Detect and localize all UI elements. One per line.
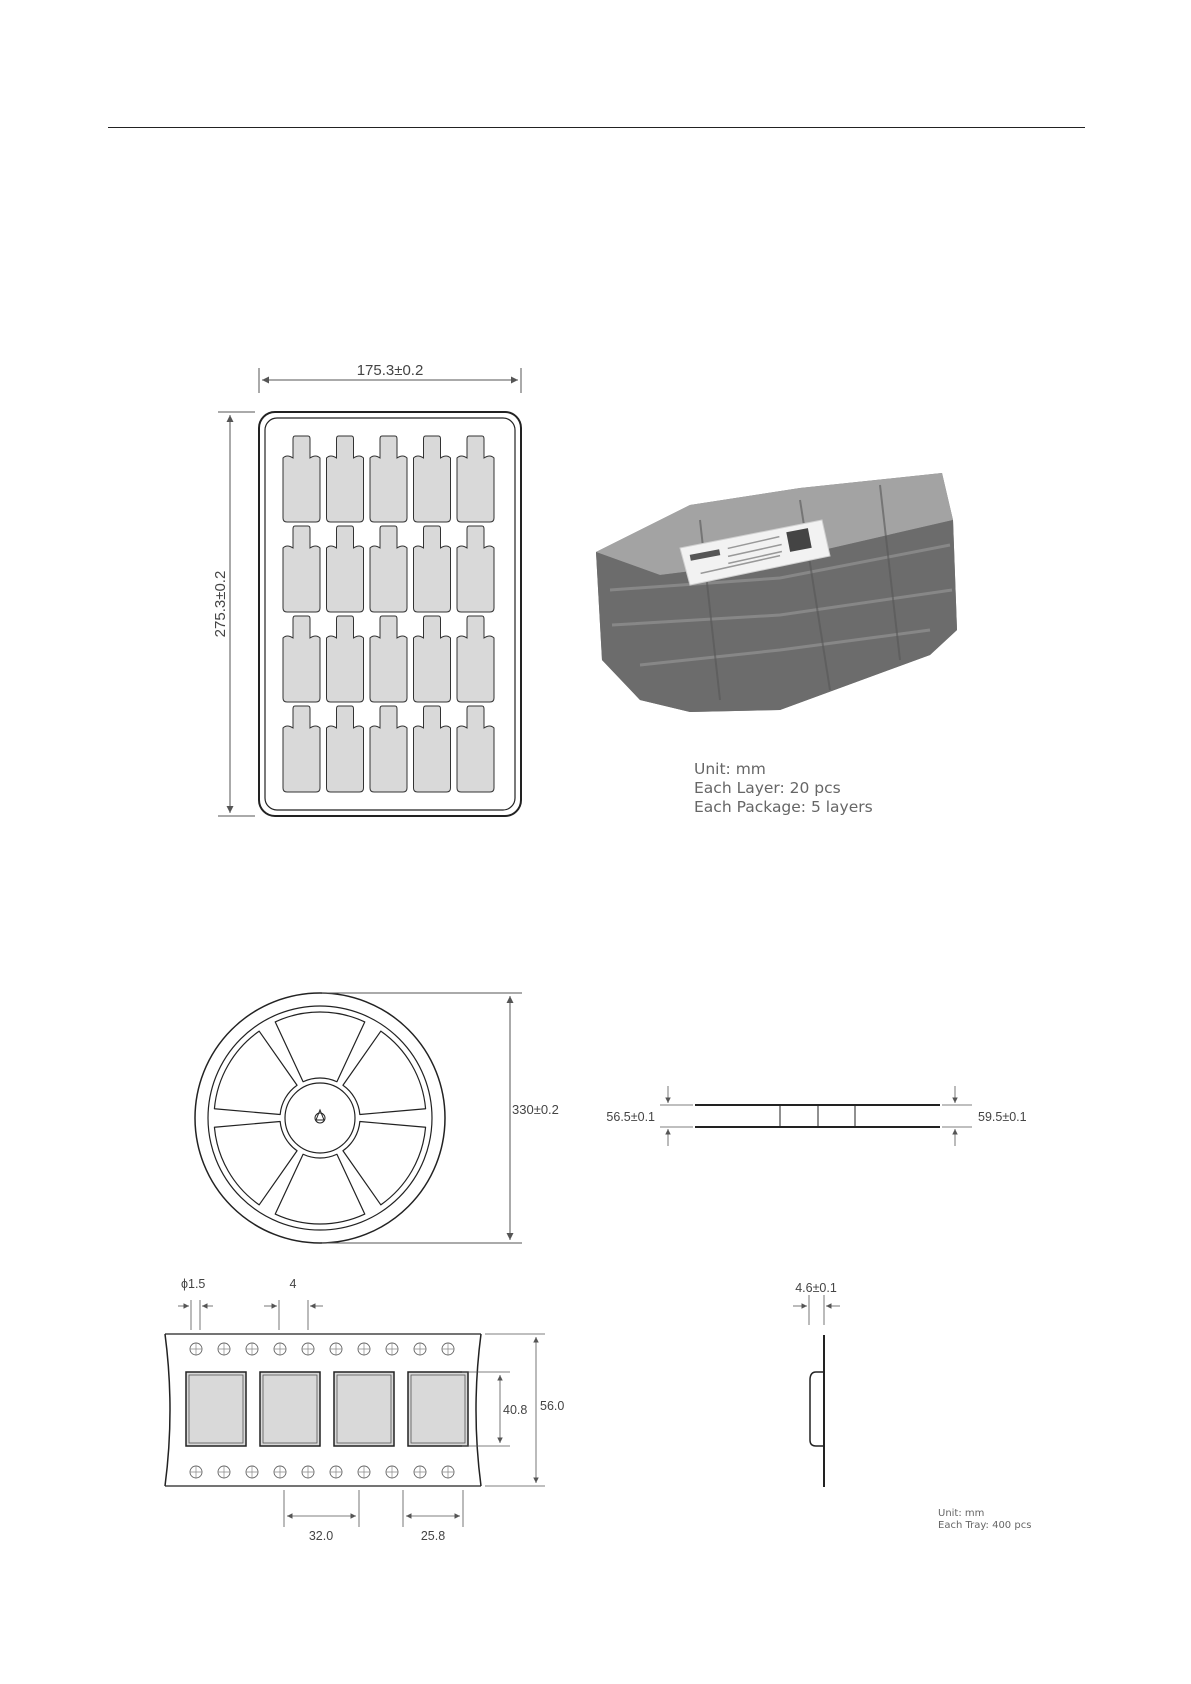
reel-window [214,1121,297,1204]
tray-note-layer: Each Layer: 20 pcs [694,779,841,797]
tape-pocket [260,1372,320,1446]
hole-diameter-label: ϕ1.5 [181,1277,206,1291]
tray-pocket [283,436,320,522]
tray-pocket [414,706,451,792]
reel-left-width-label: 56.5±0.1 [606,1110,655,1124]
tray-pocket [370,436,407,522]
tray-note-unit: Unit: mm [694,760,766,778]
tape-note-unit: Unit: mm [938,1508,985,1519]
tray-pocket [327,436,364,522]
tape-pocket [408,1372,468,1446]
tray-pocket [327,706,364,792]
reel-window [343,1121,426,1204]
tray-pocket [370,526,407,612]
tray-pocket [414,436,451,522]
package-photo [596,473,957,712]
tray-pocket [283,706,320,792]
tray-pocket [457,436,494,522]
tape-width-label: 56.0 [540,1399,565,1413]
tray-pocket-grid [283,436,494,792]
tray-pocket [327,616,364,702]
tape-note [938,1508,1031,1532]
pocket-height-label: 40.8 [503,1403,528,1417]
tray-pocket [457,616,494,702]
tray-width-label: 175.3±0.2 [356,362,424,379]
tape-side-view [793,1281,840,1487]
tray-pocket [414,616,451,702]
reel-right-width-label: 59.5±0.1 [978,1110,1027,1124]
reel-window [275,1154,365,1224]
reel-side-view [606,1086,1026,1146]
reel-window [275,1012,365,1082]
tape-note-tray: Each Tray: 400 pcs [938,1520,1032,1531]
tape-pocket [186,1372,246,1446]
reel-diameter-label: 330±0.2 [512,1102,559,1117]
reel-drawing [195,993,559,1243]
tray-height-label: 275.3±0.2 [212,570,229,638]
reel-window [214,1031,297,1114]
tray-pocket [370,706,407,792]
tray-pocket [283,526,320,612]
tape-pockets [186,1372,468,1446]
reel-window [343,1031,426,1114]
carrier-tape-drawing [165,1277,564,1543]
pocket-pitch-label: 32.0 [308,1529,334,1543]
reel-windows [214,1012,425,1224]
tape-thickness-label: 4.6±0.1 [795,1281,837,1295]
tray-note-package: Each Package: 5 layers [694,798,873,816]
tray-note [694,760,873,817]
tray-drawing [212,362,521,816]
tray-pocket [457,706,494,792]
tray-pocket [370,616,407,702]
tray-pocket [283,616,320,702]
hole-pitch-label: 4 [289,1277,297,1291]
tray-pocket [414,526,451,612]
tray-pocket [327,526,364,612]
pocket-width-label: 25.8 [420,1529,446,1543]
tray-pocket [457,526,494,612]
qr-code-icon [786,528,811,552]
tape-pocket [334,1372,394,1446]
